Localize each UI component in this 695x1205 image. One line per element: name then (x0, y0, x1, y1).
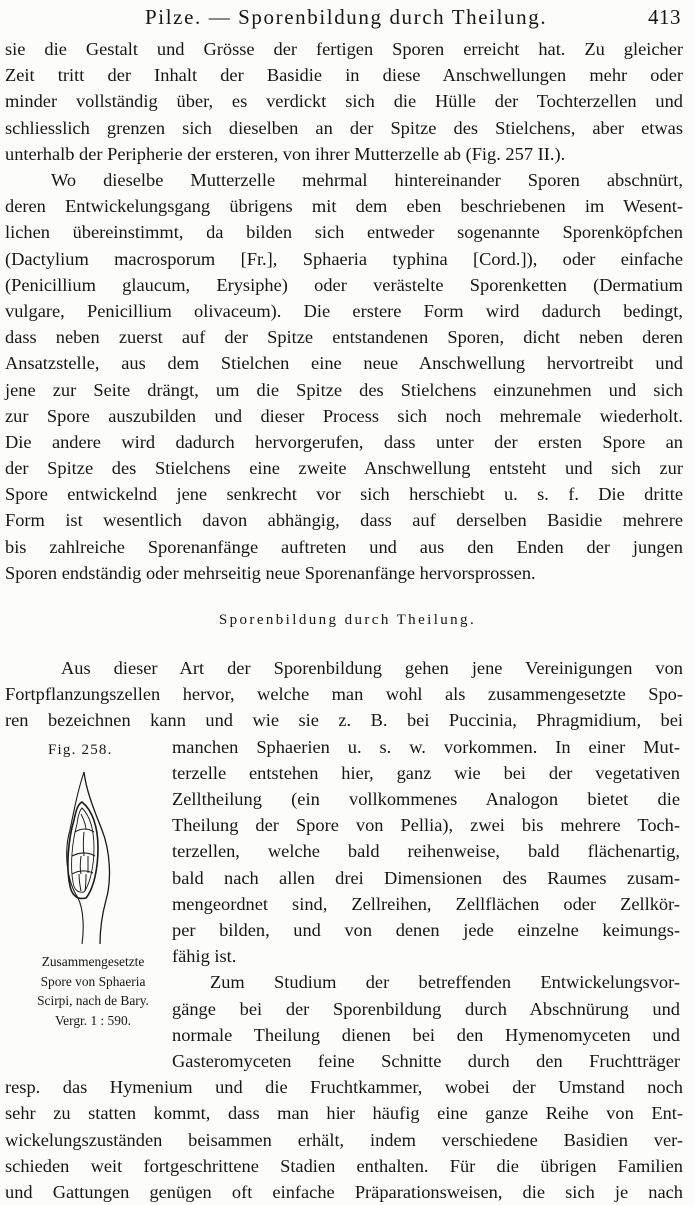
text-line: und Gattungen genügen oft einfache Präparationsweisen, die sich je nach (5, 1181, 683, 1202)
text-line: minder vollständig über, es verdickt sich die Hülle der Tochterzellen und (5, 91, 683, 112)
text-line: unterhalb der Peripherie der ersteren, von ihrer Mutterzelle ab (Fig. 257 II.). (5, 143, 566, 164)
text-line: Form ist wesentlich davon abhängig, dass auf derselben Basidie mehrere (5, 510, 683, 531)
text-line: sehr zu statten kommt, dass man hier häufig eine ganze Reihe von Ent- (5, 1103, 683, 1124)
text-line: bis zahlreiche Sporenanfänge auftreten und aus den Enden der jungen (5, 536, 683, 557)
text-line: Zelltheilung (ein vollkommenes Analogon bietet die (172, 788, 680, 809)
text-line: deren Entwickelungsgang übrigens mit dem eben beschriebenen im Wesent- (5, 196, 683, 217)
caption-line: Zusammengesetzte (41, 954, 145, 969)
figure-258 (12, 740, 174, 1040)
page-number: 413 (648, 5, 681, 29)
text-line: manchen Sphaerien u. s. w. vorkommen. In einer Mut- (172, 736, 680, 757)
text-line: dass neben zuerst auf der Spitze entstandenen Sporen, dicht neben deren (5, 327, 683, 348)
text-line: mengeordnet sind, Zellreihen, Zellflächen oder Zellkör- (172, 893, 680, 914)
text-line: Zeit tritt der Inhalt der Basidie in diese Anschwellungen mehr oder (5, 65, 683, 86)
text-line: lichen übereinstimmt, da bilden sich entweder sogenannte Sporenköpfchen (5, 222, 683, 243)
text-line: Ansatzstelle, aus dem Stielchen eine neue Anschwellung hervortreibt und (5, 353, 683, 374)
running-head-title: Pilze. — Sporenbildung durch Theilung. (145, 5, 548, 29)
figure-caption (12, 952, 174, 1030)
text-line: Fortpflanzungszellen hervor, welche man wohl als zusammengesetzte Spo- (5, 684, 683, 705)
text-line: normale Theilung dienen bei den Hymenomyceten und (172, 1024, 680, 1045)
paragraph-1 (5, 36, 683, 167)
text-line: gänge bei der Sporenbildung durch Abschnürung und (172, 998, 680, 1019)
running-head (0, 2, 695, 34)
paragraph-4-beside-figure (172, 969, 680, 1074)
text-line: bald nach allen drei Dimensionen des Raumes zusam- (172, 867, 680, 888)
paragraph-2 (5, 167, 683, 586)
caption-line: Scirpi, nach de Bary. (37, 993, 149, 1008)
text-line: Gasteromyceten feine Schnitte durch den Fruchtträger (172, 1050, 680, 1071)
paragraph-3-top (5, 655, 683, 734)
text-line: (Dactylium macrosporum [Fr.], Sphaeria typhina [Cord.]), oder einfache (5, 248, 683, 269)
figure-label: Fig. 258. (48, 742, 113, 758)
text-line: Die andere wird dadurch hervorgerufen, dass unter der ersten Spore an (5, 431, 683, 452)
text-line: vulgare, Penicillium olivaceum). Die erstere Form wird dadurch bedingt, (5, 300, 683, 321)
text-line: ren bezeichnen kann und wie sie z. B. bei Puccinia, Phragmidium, bei (5, 710, 683, 731)
text-line: (Penicillium glaucum, Erysiphe) oder verästelte Sporenketten (Dermatium (5, 274, 683, 295)
paragraph-4-bottom (5, 1074, 683, 1205)
text-line: schliesslich grenzen sich dieselben an der Spitze des Stielchens, aber etwas (5, 117, 683, 138)
text-line: Spore entwickelnd jene senkrecht vor sich herschiebt u. s. f. Die dritte (5, 484, 683, 505)
text-line: fähig ist. (172, 946, 237, 967)
section-heading: Sporenbildung durch Theilung. (218, 612, 477, 628)
text-line: Wo dieselbe Mutterzelle mehrmal hintereinander Sporen abschnürt, (51, 170, 683, 190)
caption-line: Spore von Sphaeria (40, 973, 146, 989)
text-line: resp. das Hymenium und die Fruchtkammer, wobei der Umstand noch (5, 1077, 683, 1098)
text-line: Theilung der Spore von Pellia), zwei bis mehrere Toch- (172, 815, 680, 836)
text-line: jene zur Seite drängt, um die Spitze des Stielchens einzunehmen und sich (5, 379, 683, 400)
text-line: Zum Studium der betreffenden Entwickelungsvor- (210, 972, 680, 993)
spore-illustration (48, 770, 138, 945)
text-line: Aus dieser Art der Sporenbildung gehen jene Vereinigungen von (61, 658, 683, 678)
text-line: terzelle entstehen hier, ganz wie bei der vegetativen (172, 762, 680, 783)
text-line: wickelungszuständen beisammen erhält, indem verschiedene Basidien ver- (5, 1129, 683, 1150)
text-line: der Spitze des Stielchens eine zweite Anschwellung entsteht und sich zur (5, 458, 683, 479)
paragraph-3-beside-figure (172, 734, 680, 970)
text-line: zur Spore auszubilden und dieser Process sich noch mehremale wiederholt. (5, 405, 683, 426)
text-line: schieden weit fortgeschrittene Stadien enthalten. Für die übrigen Familien (5, 1155, 683, 1176)
text-line: sie die Gestalt und Grösse der fertigen Sporen erreicht hat. Zu gleicher (5, 39, 683, 59)
text-line: per bilden, und von denen jede einzelne keimungs- (172, 919, 680, 940)
caption-line: Vergr. 1 : 590. (54, 1012, 131, 1028)
text-line: Sporen endständig oder mehrseitig neue Sporenanfänge hervorsprossen. (5, 562, 536, 583)
text-line: terzellen, welche bald reihenweise, bald flächenartig, (172, 841, 680, 862)
